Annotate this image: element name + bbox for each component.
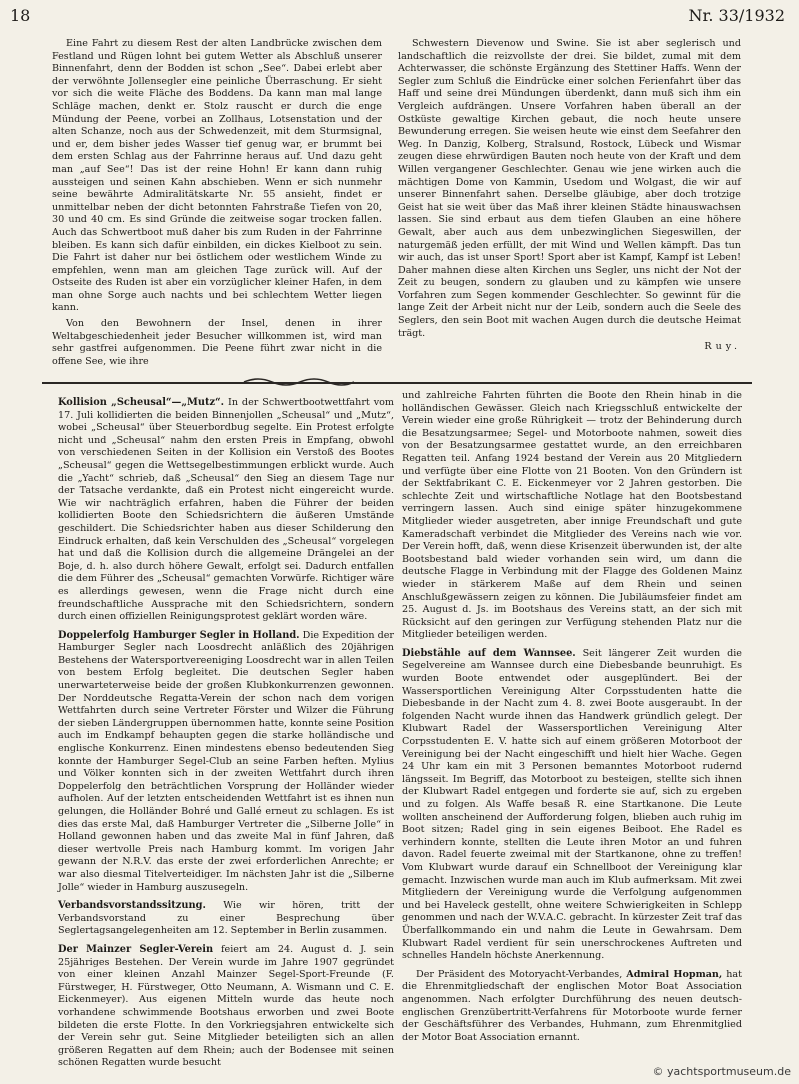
paragraph: Eine Fahrt zu diesem Rest der alten Landbrücke zwischen dem Festland und Rügen lohnt bei gutem Wetter als Abschluß unserer Binnenfahrt, denn der Bodden ist schon „See“. Dabei erlebt aber der verwöhnte Jollensegler eine peinliche Überraschung. Er sieht vor sich die weite Fläche des Boddens. Da kann man mal lange Schläge machen, denkt er. Stolz rauscht er durch die enge Mündung der Peene, vorbei an Zollhaus, Lotsenstation und der alten Schanze, noch aus der Schwedenzeit, mit dem Sturmsignal, und er, dem bisher jedes Wasser tief genug war, er brummt bei dem ersten Schlag aus der Fahrrinne heraus auf. Und dazu geht man „auf See“! Das ist der reine Hohn! Er kann dann ruhig aussteigen und seinen Kahn abschieben. Wenn er sich nunmehr seine bewährte Admiralitätskarte Nr. 55 ansieht, findet er unmittelbar neben der dicht betonnten Fahrstraße Tiefen von 20, 30 und 40 cm. Es sind Gründe die zeitweise sogar trocken fallen. Auch das Schwertboot muß daher bis zum Ruden in der Fahrrinne bleiben. Es kann sich dafür einbilden, ein dickes Kielboot zu sein. Die Fahrt ist daher nur bei östlichem oder westlichem Winde zu empfehlen, wenn man am gleichen Tage zurück will. Auf der Ostseite des Ruden ist aber ein vorzüglicher kleiner Hafen, in dem man ohne Sorge auch nachts und bei schlechtem Wetter liegen kann. bbox=[52, 38, 382, 314]
news-item-mainzer-continuation: und zahlreiche Fahrten führten die Boote den Rhein hinab in die holländischen Gewässer. Gleich nach Kriegsschluß entwickelte der Verein wieder eine große Rührigkeit — trotz der Behinderung durch die Besatzungsarmee; Segel- und Motorboote nahmen, soweit dies von der Besatzungsarmee gestattet wurde, an den erreichbaren Regatten teil. Anfang 1924 bestand der Verein aus 20 Mitgliedern und verfügte über eine Flotte von 21 Booten. Von den Gründern ist der Sektfabrikant C. E. Eickenmeyer vor 2 Jahren gestorben. Die schlechte Zeit und wirtschaftliche Notlage hat den Bootsbestand verringern lassen. Auch sind einige später hinzugekommene Mitglieder wieder ausgetreten, aber innige Freundschaft und gute Kameradschaft verbindet die Mitglieder des Vereins nach wie vor. Der Verein hofft, daß, wenn diese Krisenzeit überwunden ist, der alte Bootsbestand bald wieder vorhanden sein wird, um dann die deutsche Flagge in Verbindung mit der Flagge des Goldenen Mainz wieder in stärkerem Maße auf dem Rhein und seinen Anschlußgewässern zeigen zu können. Die Jubiläumsfeier findet am 25. August d. Js. im Bootshaus des Vereins statt, an der sich mit Rücksicht auf den geringen zur Verfügung stehenden Platz nur die Mitglieder beteiligen werden. bbox=[402, 390, 742, 641]
section-divider bbox=[42, 382, 752, 384]
news-left-column: Kollision „Scheusal“—„Mutz“. In der Schwertbootwettfahrt vom 17. Juli kollidierten die beiden Binnenjollen „Scheusal“ und „Mutz“, wobei „Scheusal“ über Steuerbordbug segelte. Ein Protest erfolgte nicht und „Scheusal“ nahm den ersten Preis in Empfang, obwohl von verschiedenen Seiten in der Kollision ein Verstoß des Bootes „Scheusal“ gegen die Wettsegelbestimmungen erblickt wurde. Auch die „Yacht“ schrieb, daß „Scheusal“ den Sieg an diesem Tage nur der Tatsache verdankte, daß ein Protest nicht eingereicht wurde. Wie wir nachträglich erfahren, haben die Führer der beiden kollidierten Boote den Schiedsrichtern die äußeren Umstände geschildert. Die Schiedsrichter haben aus dieser Schilderung den Eindruck erhalten, daß kein Verschulden des „Scheusal“ vorgelegen hat und daß die Kollision durch die allgemeine Drängelei an der Boje, d. h. also durch höhere Gewalt, erfolgt sei. Dadurch entfallen die dem Führer des „Scheusal“ gemachten Vorwürfe. Richtiger wäre es allerdings gewesen, wenn die Frage nicht durch eine freundschaftliche Aussprache mit den Schiedsrichtern, sondern durch einen offiziellen Reinigungsprotest geklärt worden wäre. Doppelerfolg Hamburger Segler in Holland. Die Expedition der Hamburger Segler nach Loosdrecht anläßlich des 20jährigen Bestehens der Watersportvereeniging Loosdrecht war in allen Teilen von bestem Erfolg begleitet. Die deutschen Segler haben unerwarteterweise beide der großen Klubkonkurrenzen gewonnen. Der Norddeutsche Regatta-Verein der schon nach dem vorigen Wettfahrten durch seine Vertreter Förster und Wilzer die Führung der sieben Ländergruppen übernommen hatte, konnte seine Position auch im Endkampf behaupten gegen die starke holländische und englische Konkurrenz. Einen mindestens ebenso bedeutenden Sieg konnte der Hamburger Segel-Club an seine Farben heften. Mylius und Völker konnten sich in der zweiten Wettfahrt durch ihren Doppelerfolg den beträchtlichen Vorsprung der Holländer wieder aufholen. Auf der letzten entscheidenden Wettfahrt ist es ihnen nun gelungen, die Holländer Bohré und Gallé erneut zu schlagen. Es ist dies das erste Mal, daß Hamburger Vertreter die „Silberne Jolle“ in Holland gewonnen haben und das zweite Mal in fünf Jahren, daß dieser wertvolle Preis nach Hamburg kommt. Im vorigen Jahr gewann der N.R.V. das erste der zwei erforderlichen Anrechte; er war also diesmal Titelverteidiger. Im nächsten Jahr ist die „Silberne Jolle“ wieder in Hamburg auszusegeln. Verbandsvorstandssitzung. Wie wir hören, tritt der Verbandsvorstand zu einer Besprechung über Seglertagsangelegenheiten am 12. September in Berlin zusammen. Der Mainzer Segler-Verein feiert am 24. August d. J. sein 25jähriges Bestehen. Der Verein wurde im Jahre 1907 gegründet von einer kleinen Anzahl Mainzer Segel-Sport-Freunde (F. Fürstweger, H. Fürstweger, Otto Neumann, A. Wismann und C. E. Eickenmeyer). Aus eigenen Mitteln wurde das heute noch vorhandene schwimmende Bootshaus erworben und zwei Boote bildeten die erste Flotte. In den Vorkriegsjahren entwickelte sich der Verein sehr gut. Seine Mitglieder beteiligten sich an allen größeren Regatten auf dem Rhein; auch der Bodensee mit seinen schönen Regatten wurde besucht bbox=[58, 397, 394, 1069]
paragraph: Von den Bewohnern der Insel, denen in ihrer Weltabgeschiedenheit jeder Besucher willkommen ist, wird man sehr gastfrei aufgenommen. Die Peene führt zwar nicht in die offene See, wie ihre bbox=[52, 318, 382, 367]
person-name: Admiral Hopman, bbox=[626, 968, 723, 980]
author-signature: Ruy. bbox=[704, 341, 741, 353]
news-heading: Diebstähle auf dem Wannsee. bbox=[402, 647, 576, 659]
top-article-right-column bbox=[398, 38, 741, 378]
watermark: © yachtsportmuseum.de bbox=[652, 1065, 791, 1078]
paragraph: Schwestern Dievenow und Swine. Sie ist aber seglerisch und landschaftlich die reizvollste der drei. Sie bildet, zumal mit dem Achterwasser, die schönste Ergänzung des Stettiner Haffs. Wenn der Segler zum Schluß die Eindrücke einer solchen Ferienfahrt über das Haff und seine drei Mündungen überdenkt, dann muß sich ihm ein Vergleich aufdrängen. Unsere Vorfahren haben überall an der Ostküste gewaltige Kirchen gebaut, die noch heute unsere Bewunderung erregen. Sie weisen heute wie einst dem Seefahrer den Weg. In Danzig, Kolberg, Stralsund, Rostock, Lübeck und Wismar zeugen diese ehrwürdigen Bauten noch heute von der Kraft und dem Willen vergangener Geschlechter. Genau wie jene wirken auch die mächtigen Dome von Kammin, Usedom und Wolgast, die wir auf unserer Binnenfahrt sahen. Derselbe gläubige, aber doch trotzige Geist hat sie weit über das Maß ihrer kleinen Städte hinauswachsen lassen. Sie sind erbaut aus dem tiefen Glauben an eine höhere Gewalt, aber auch aus dem unbezwinglichen Siegeswillen, der naturgemäß jeden erfüllt, der mit Wind und Wellen kämpft. Das tun wir auch, das ist unser Sport! Sport aber ist Kampf, Kampf ist Leben! Daher mahnen diese alten Kirchen uns Segler, uns nicht der Not der Zeit zu beugen, sondern zu glauben und zu kämpfen wie unsere Vorfahren zum Segen kommender Geschlechter. So gewinnt für die lange Zeit der Arbeit nicht nur der Leib, sondern auch die Seele des Seglers, den sein Boot mit wachen Augen durch die deutsche Heimat trägt. bbox=[398, 38, 741, 339]
news-heading: Kollision „Scheusal“—„Mutz“. bbox=[58, 397, 225, 408]
divider-ornament bbox=[244, 376, 354, 388]
news-right-column: und zahlreiche Fahrten führten die Boote den Rhein hinab in die holländischen Gewässer. Gleich nach Kriegsschluß entwickelte der Verein wieder eine große Rührigkeit — trotz der Behinderung durch die Besatzungsarmee; Segel- und Motorboote nahmen, soweit dies von der Besatzungsarmee gestattet wurde, an den erreichbaren Regatten teil. Anfang 1924 bestand der Verein aus 20 Mitgliedern und verfügte über eine Flotte von 21 Booten. Von den Gründern ist der Sektfabrikant C. E. Eickenmeyer vor 2 Jahren gestorben. Die schlechte Zeit und wirtschaftliche Notlage hat den Bootsbestand verringern lassen. Auch sind einige später hinzugekommene Mitglieder wieder ausgetreten, aber innige Freundschaft und gute Kameradschaft verbindet die Mitglieder des Vereins nach wie vor. Der Verein hofft, daß, wenn diese Krisenzeit überwunden ist, der alte Bootsbestand bald wieder vorhanden sein wird, um dann die deutsche Flagge in Verbindung mit der Flagge des Goldenen Mainz wieder in stärkerem Maße auf dem Rhein und seinen Anschlußgewässern zeigen zu können. Die Jubiläumsfeier findet am 25. August d. Js. im Bootshaus des Vereins statt, an der sich mit Rücksicht auf den geringen zur Verfügung stehenden Platz nur die Mitglieder beteiligen werden. Diebstähle auf dem Wannsee. Seit längerer Zeit wurden die Segelvereine am Wannsee durch eine Diebesbande beunruhigt. Es wurden Boote entwendet oder ausgeplündert. Bei der Wassersportlichen Vereinigung Alter Corpsstudenten hatte die Diebesbande in der Nacht zum 4. 8. zwei Boote ausgeraubt. In der folgenden Nacht wurde ihnen das Handwerk gründlich gelegt. Der Klubwart Radel der Wassersportlichen Vereinigung Alter Corpsstudenten E. V. hatte sich auf einem größeren Motorboot der Vereinigung bei der Nacht eingeschifft und hielt hier Wache. Gegen 24 Uhr kam ein mit 3 Personen bemanntes Motorboot rudernd längsseit. Im Begriff, das Motorboot zu besteigen, stellte sich ihnen der Klubwart Radel entgegen und forderte sie auf, sich zu ergeben und zu folgen. Als Waffe besaß R. eine Startkanone. Die Leute wollten anscheinend der Aufforderung folgen, blieben auch ruhig im Boot sitzen; Radel ging in sein eigenes Beiboot. Ehe Radel es verhindern konnte, stellten die Leute ihren Motor an und fuhren davon. Radel feuerte zweimal mit der Startkanone, ohne zu treffen! Vom Klubwart wurde darauf ein Schnellboot der Vereinigung klar gemacht. Inzwischen wurde man auch im Klub aufmerksam. Mit zwei Mitgliedern der Vereinigung wurde die Verfolgung aufgenommen und bei Haveleck gestellt, ohne weitere Schwierigkeiten in Schlepp genommen und nach der W.V.A.C. gebracht. In kürzester Zeit traf das Überfallkommando ein und nahm die Leute in Gewahrsam. Dem Klubwart Radel verdient für sein unerschrockenes Auftreten und schnelles Handeln höchste Anerkennung. Der Präsident des Motoryacht-Verbandes, Admiral Hopman, hat die Ehrenmitgliedschaft der englischen Motor Boat Association angenommen. Nach erfolgter Durchführung des neuen deutsch-englischen Grenzübertritt-Verfahrens für Motorboote wurde ferner der Geschäftsführer des Verbandes, Huhmann, zum Ehrenmitglied der Motor Boat Association ernannt. bbox=[402, 390, 742, 1043]
top-article-left-column bbox=[52, 38, 382, 367]
news-heading: Doppelerfolg Hamburger Segler in Holland. bbox=[58, 629, 300, 641]
issue-number: Nr. 33/1932 bbox=[688, 6, 785, 25]
page-number: 18 bbox=[10, 6, 31, 25]
news-item-motoryacht: Der Präsident des Motoryacht-Verbandes, Admiral Hopman, hat die Ehrenmitgliedschaft der englischen Motor Boat Association angenommen. Nach erfolgter Durchführung des neuen deutsch-englischen Grenzübertritt-Verfahrens für Motorboote wurde ferner der Geschäftsführer des Verbandes, Huhmann, zum Ehrenmitglied der Motor Boat Association ernannt. bbox=[402, 968, 742, 1043]
news-heading: Der Mainzer Segler-Verein bbox=[58, 943, 214, 955]
news-heading: Verbandsvorstandssitzung. bbox=[58, 900, 206, 912]
